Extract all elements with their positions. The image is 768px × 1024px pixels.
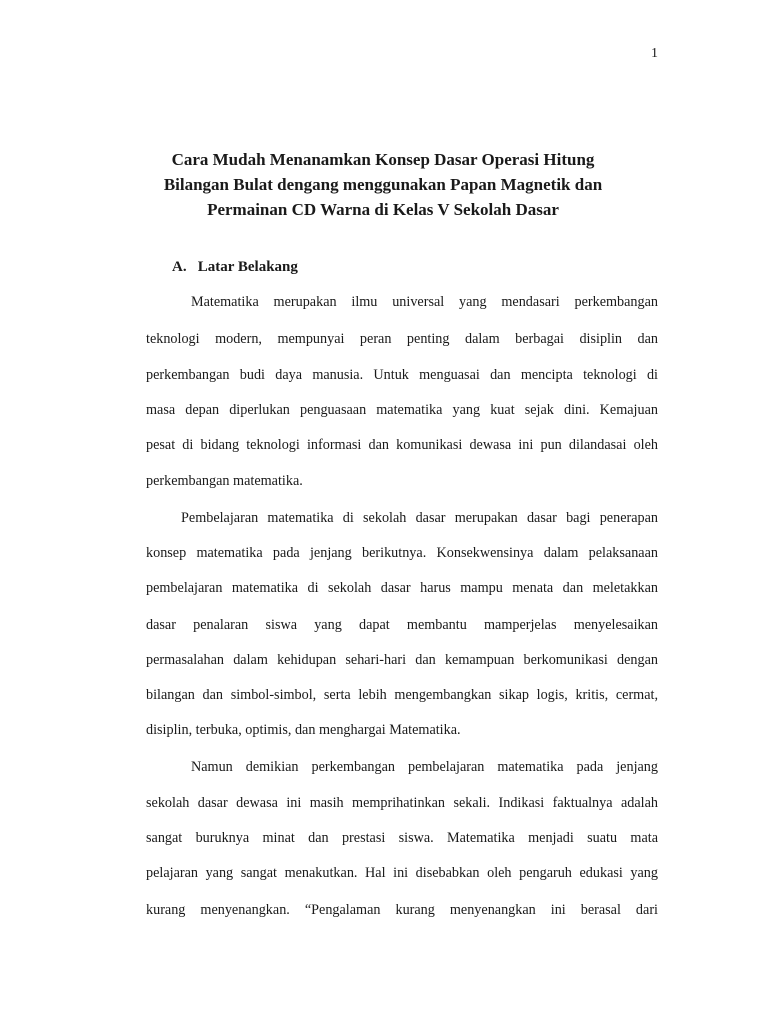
paragraph-line: pembelajaran matematika di sekolah dasar harus mampu menata dan meletakkan	[146, 580, 658, 596]
paragraph-line: perkembangan budi daya manusia. Untuk menguasai dan mencipta teknologi di	[146, 367, 658, 383]
paragraph-line: dasar penalaran siswa yang dapat membantu mamperjelas menyelesaikan	[146, 617, 658, 633]
paragraph-line: Pembelajaran matematika di sekolah dasar merupakan dasar bagi penerapan	[181, 510, 658, 526]
paragraph-line: bilangan dan simbol-simbol, serta lebih mengembangkan sikap logis, kritis, cermat,	[146, 687, 658, 703]
paragraph-line: konsep matematika pada jenjang berikutnya. Konsekwensinya dalam pelaksanaan	[146, 545, 658, 561]
section-title: Latar Belakang	[197, 259, 298, 275]
paragraph-line: pelajaran yang sangat menakutkan. Hal ini disebabkan oleh pengaruh edukasi yang	[146, 865, 658, 881]
title-line: Cara Mudah Menanamkan Konsep Dasar Operasi Hitung	[171, 150, 595, 169]
paragraph-line: sangat buruknya minat dan prestasi siswa. Matematika menjadi suatu mata	[146, 830, 658, 846]
paragraph-line: teknologi modern, mempunyai peran penting dalam berbagai disiplin dan	[146, 331, 658, 347]
document-title	[140, 147, 626, 222]
section-letter: A.	[172, 259, 187, 275]
section-heading	[172, 259, 298, 276]
paragraph-line: perkembangan matematika.	[146, 473, 303, 489]
paragraph-line: kurang menyenangkan. “Pengalaman kurang menyenangkan ini berasal dari	[146, 902, 658, 918]
title-line: Permainan CD Warna di Kelas V Sekolah Dasar	[207, 200, 559, 219]
paragraph-line: Namun demikian perkembangan pembelajaran matematika pada jenjang	[191, 759, 658, 775]
paragraph-line: sekolah dasar dewasa ini masih memprihatinkan sekali. Indikasi faktualnya adalah	[146, 795, 658, 811]
title-line: Bilangan Bulat dengang menggunakan Papan Magnetik dan	[163, 175, 603, 194]
paragraph-line: Matematika merupakan ilmu universal yang mendasari perkembangan	[191, 294, 658, 310]
paragraph-line: permasalahan dalam kehidupan sehari-hari dan kemampuan berkomunikasi dengan	[146, 652, 658, 668]
page-number: 1	[651, 46, 658, 61]
paragraph-line: disiplin, terbuka, optimis, dan menghargai Matematika.	[146, 722, 461, 738]
paragraph-line: pesat di bidang teknologi informasi dan komunikasi dewasa ini pun dilandasai oleh	[146, 437, 658, 453]
paragraph-line: masa depan diperlukan penguasaan matematika yang kuat sejak dini. Kemajuan	[146, 402, 658, 418]
